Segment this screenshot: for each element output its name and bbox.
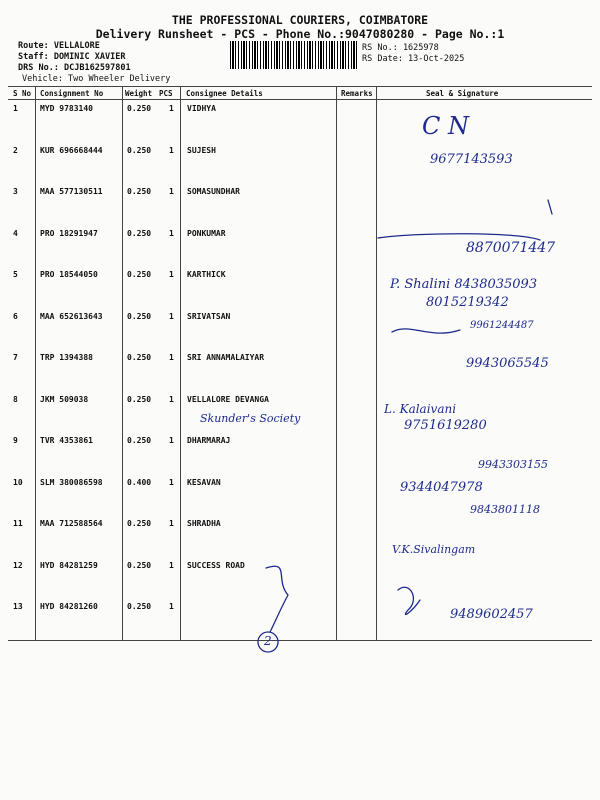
row-pcs: 1 bbox=[169, 104, 174, 113]
sig-row1: C N bbox=[422, 112, 469, 140]
row-pcs: 1 bbox=[169, 270, 174, 279]
row-sno: 3 bbox=[13, 187, 18, 196]
phone-row9: 9943303155 bbox=[478, 458, 548, 471]
row-sno: 4 bbox=[13, 229, 18, 238]
row-consignment: MYD 9783140 bbox=[40, 104, 93, 113]
row-pcs: 1 bbox=[169, 519, 174, 528]
row-weight: 0.250 bbox=[127, 353, 152, 362]
row-weight: 0.250 bbox=[127, 602, 152, 611]
row-consignment: HYD 84281259 bbox=[40, 561, 98, 570]
row-consignment: TVR 4353861 bbox=[40, 436, 93, 445]
col-remarks: Remarks bbox=[341, 89, 373, 98]
route-label: Route: VELLALORE bbox=[18, 41, 100, 51]
row-consignee: SHRADHA bbox=[187, 519, 221, 528]
row-consignment: JKM 509038 bbox=[40, 395, 89, 404]
sig-row11: V.K.Sivalingam bbox=[392, 543, 476, 556]
row-consignment: TRP 1394388 bbox=[40, 353, 93, 362]
row-sno: 5 bbox=[13, 270, 18, 279]
row-consignment: PRO 18291947 bbox=[40, 229, 98, 238]
phone-row5: 8015219342 bbox=[426, 295, 509, 310]
row-consignee: KARTHICK bbox=[187, 270, 226, 279]
row-consignment: KUR 696668444 bbox=[40, 146, 103, 155]
row-weight: 0.250 bbox=[127, 270, 152, 279]
rs-no: RS No.: 1625978 bbox=[362, 43, 439, 53]
row-weight: 0.250 bbox=[127, 519, 152, 528]
staff-label: Staff: DOMINIC XAVIER bbox=[18, 52, 126, 62]
row-consignment: MAA 712588564 bbox=[40, 519, 103, 528]
row-consignment: PRO 18544050 bbox=[40, 270, 98, 279]
row-pcs: 1 bbox=[169, 436, 174, 445]
row-pcs: 1 bbox=[169, 602, 174, 611]
col-seal: Seal & Signature bbox=[426, 89, 499, 98]
rs-date: RS Date: 13-Oct-2025 bbox=[362, 54, 465, 64]
row-weight: 0.250 bbox=[127, 104, 152, 113]
row-consignment: SLM 380086598 bbox=[40, 478, 103, 487]
row-pcs: 1 bbox=[169, 395, 174, 404]
row-sno: 6 bbox=[13, 312, 18, 321]
row-sno: 1 bbox=[13, 104, 18, 113]
row-pcs: 1 bbox=[169, 478, 174, 487]
row-weight: 0.400 bbox=[127, 478, 152, 487]
row-weight: 0.250 bbox=[127, 187, 152, 196]
row-pcs: 1 bbox=[169, 353, 174, 362]
row-pcs: 1 bbox=[169, 312, 174, 321]
col-consignment: Consignment No bbox=[40, 89, 104, 98]
row-sno: 12 bbox=[13, 561, 23, 570]
row-consignee: SUCCESS ROAD bbox=[187, 561, 245, 570]
phone-row7: 9943065545 bbox=[466, 356, 549, 371]
row-weight: 0.250 bbox=[127, 436, 152, 445]
row-weight: 0.250 bbox=[127, 229, 152, 238]
row-weight: 0.250 bbox=[127, 312, 152, 321]
row-consignment: MAA 577130511 bbox=[40, 187, 103, 196]
phone-row4: 8870071447 bbox=[466, 240, 556, 256]
row-sno: 9 bbox=[13, 436, 18, 445]
sig-row5: P. Shalini 8438035093 bbox=[390, 277, 538, 292]
row-consignee: SUJESH bbox=[187, 146, 216, 155]
col-weight: Weight bbox=[125, 89, 153, 98]
col-pcs: PCS bbox=[159, 89, 173, 98]
sig-row8: L. Kalaivani bbox=[384, 402, 457, 416]
row-sno: 8 bbox=[13, 395, 18, 404]
row-pcs: 1 bbox=[169, 146, 174, 155]
row-weight: 0.250 bbox=[127, 395, 152, 404]
phone-row2: 9677143593 bbox=[430, 152, 513, 167]
phone-row10: 9344047978 bbox=[400, 480, 483, 495]
phone-row6: 9961244487 bbox=[470, 320, 534, 331]
row-sno: 13 bbox=[13, 602, 23, 611]
row-consignee: KESAVAN bbox=[187, 478, 221, 487]
row-consignee: DHARMARAJ bbox=[187, 436, 231, 445]
row-pcs: 1 bbox=[169, 229, 174, 238]
row-weight: 0.250 bbox=[127, 561, 152, 570]
drs-label: DRS No.: DCJB162597801 bbox=[18, 63, 131, 73]
phone-row13: 9489602457 bbox=[450, 607, 533, 622]
row-sno: 7 bbox=[13, 353, 18, 362]
runsheet-subtitle: Delivery Runsheet - PCS - Phone No.:9047080280 - Page No.:1 bbox=[95, 27, 505, 41]
phone-row8: 9751619280 bbox=[404, 418, 487, 433]
row-weight: 0.250 bbox=[127, 146, 152, 155]
row-consignee: SRIVATSAN bbox=[187, 312, 231, 321]
note-row8: Skunder's Society bbox=[200, 412, 301, 425]
row-consignee: VELLALORE DEVANGA bbox=[187, 395, 269, 404]
company-title: THE PROFESSIONAL COURIERS, COIMBATORE bbox=[171, 13, 429, 27]
row-pcs: 1 bbox=[169, 561, 174, 570]
row-sno: 10 bbox=[13, 478, 23, 487]
row-consignee: PONKUMAR bbox=[187, 229, 226, 238]
circled-number: 2 bbox=[264, 634, 272, 648]
vehicle-label: Vehicle: Two Wheeler Delivery bbox=[22, 74, 171, 84]
row-sno: 2 bbox=[13, 146, 18, 155]
row-consignment: HYD 84281260 bbox=[40, 602, 98, 611]
phone-row10-b: 9843801118 bbox=[470, 503, 540, 516]
row-sno: 11 bbox=[13, 519, 23, 528]
row-consignee: SRI ANNAMALAIYAR bbox=[187, 353, 265, 362]
row-pcs: 1 bbox=[169, 187, 174, 196]
row-consignee: VIDHYA bbox=[187, 104, 216, 113]
row-consignee: SOMASUNDHAR bbox=[187, 187, 240, 196]
col-consignee: Consignee Details bbox=[186, 89, 263, 98]
row-consignment: MAA 652613643 bbox=[40, 312, 103, 321]
col-sno: S No bbox=[13, 89, 32, 98]
